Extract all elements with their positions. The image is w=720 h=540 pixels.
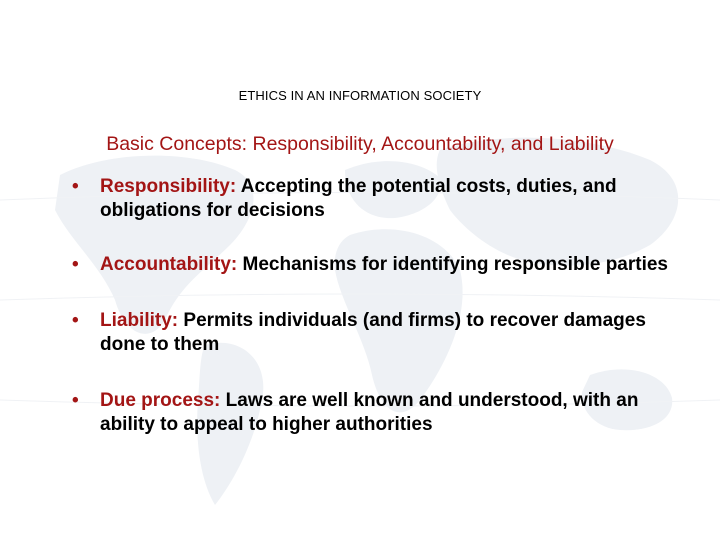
bullet-marker: • — [72, 390, 79, 411]
bullet-due-process — [72, 389, 672, 437]
bullet-term: Accountability: — [100, 254, 238, 275]
bullet-term: Responsibility: — [100, 176, 237, 197]
header-caption: ETHICS IN AN INFORMATION SOCIETY — [238, 88, 482, 103]
bullet-text: Accepting the potential costs, duties, and obligations for decisions — [100, 176, 617, 221]
bullet-marker: • — [72, 310, 79, 331]
bullet-marker: • — [72, 176, 79, 197]
bullet-list — [72, 175, 672, 437]
bullet-text: Mechanisms for identifying responsible parties — [242, 254, 669, 275]
bullet-liability — [72, 309, 672, 357]
bullet-term: Liability: — [100, 310, 179, 331]
bullet-text: Laws are well known and understood, with an ability to appeal to higher authorities — [100, 390, 639, 435]
bullet-term: Due process: — [100, 390, 221, 411]
bullet-accountability — [72, 253, 672, 277]
bullet-text: Permits individuals (and firms) to recover damages done to them — [100, 310, 646, 355]
bullet-marker: • — [72, 254, 79, 275]
bullet-responsibility — [72, 175, 672, 223]
slide-title: Basic Concepts: Responsibility, Accountability, and Liability — [106, 133, 614, 155]
